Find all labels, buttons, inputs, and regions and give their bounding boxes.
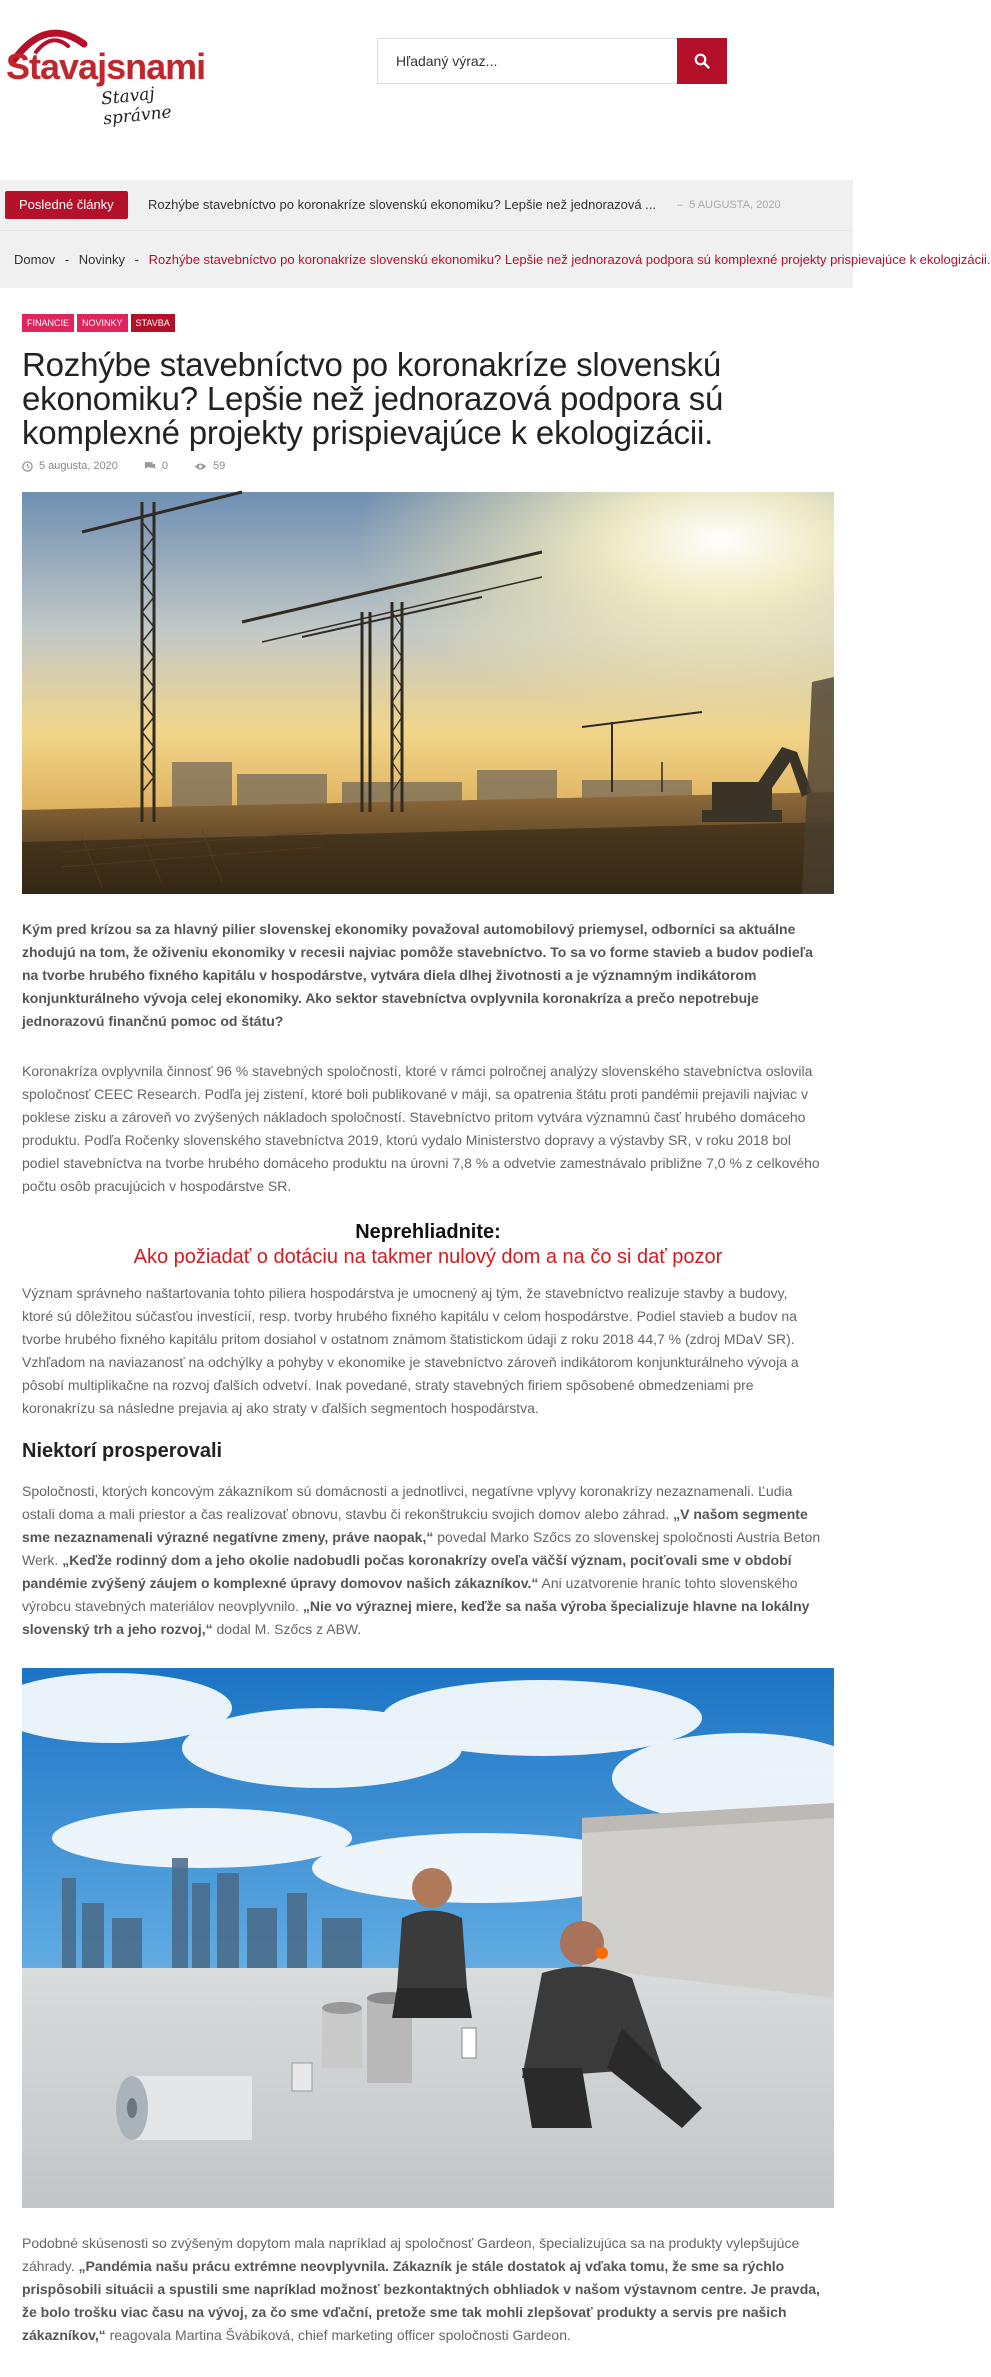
search-button[interactable] bbox=[677, 38, 727, 84]
search-form bbox=[377, 38, 727, 84]
related-article-promo bbox=[22, 1220, 834, 1270]
breadcrumb bbox=[0, 230, 991, 288]
category-tag-financie[interactable]: FINANCIE bbox=[22, 314, 74, 332]
breadcrumb-separator: - bbox=[134, 252, 139, 267]
site-header bbox=[0, 0, 853, 180]
comments-count[interactable]: 0 bbox=[161, 460, 169, 472]
category-tag-novinky[interactable]: NOVINKY bbox=[77, 314, 128, 332]
breadcrumb-news-link[interactable]: Novinky bbox=[78, 252, 126, 267]
breadcrumb-current: Rozhýbe stavebníctvo po koronakríze slovenskú ekonomiku? Lepšie než jednorazová podpora sú komplexné projekty prispievajúce k ekologizácii. bbox=[148, 252, 991, 267]
article-meta bbox=[22, 460, 225, 472]
breadcrumb-separator: - bbox=[64, 252, 70, 267]
ticker-label: Posledné články bbox=[5, 191, 128, 219]
promo-heading: Neprehliadnite: bbox=[355, 1221, 501, 1243]
eye-icon bbox=[194, 462, 207, 471]
ticker-date: – 5 AUGUSTA, 2020 bbox=[677, 199, 781, 211]
logo-text: Stavajsnami bbox=[6, 46, 206, 87]
latest-articles-ticker bbox=[0, 180, 853, 230]
breadcrumb-home-link[interactable]: Domov bbox=[14, 252, 56, 267]
article-title: Rozhýbe stavebníctvo po koronakríze slovenskú ekonomiku? Lepšie než jednorazová podpora sú komplexné projekty prispievajúce k ekologizácii. bbox=[22, 346, 724, 451]
search-input[interactable] bbox=[377, 38, 677, 84]
views-count: 59 bbox=[213, 460, 226, 472]
promo-article-link[interactable]: Ako požiadať o dotáciu na takmer nulový dom a na čo si dať pozor bbox=[133, 1246, 723, 1268]
clock-icon bbox=[22, 461, 33, 472]
article-paragraph-4: Podobné skúsenosti so zvýšeným dopytom mala napríklad aj spoločnosť Gardeon, špecializujúca sa na produkty vylepšujúce záhrady. „Pandémia našu prácu extrémne neovplyvnila. Zákazník je stále dostatok aj vďaka tomu, že sme sa rýchlo prispôsobili situácii a spustili sme napríklad možnosť bezkontaktných obhliadok v našom výstavnom centre. Je pravda, že bolo trošku viac času na vývoj, za čo sme vďační, pretože sme tak mohli zlepšovať produkty a servis pre našich zákazníkov,“ reagovala Martina Švábiková, chief marketing officer spoločnosti Gardeon. bbox=[22, 2235, 820, 2343]
article-paragraph-2: Význam správneho naštartovania tohto piliera hospodárstva je umocnený aj tým, že stavebníctvo realizuje stavby a budovy, ktoré sú dôležitou súčasťou investícií, resp. tvorby hrubého fixného kapitálu v celom hospodárstve. Podiel stavieb a budov na tvorbe hrubého fixného kapitálu pritom dosiahol v ostatnom známom štatistickom údaji z roku 2018 44,7 % (zdroj MDaV SR). Vzhľadom na naviazanosť na odchýlky a pohyby v ekonomike je stavebníctvo zároveň indikátorom konjunkturálneho vývoja a pôsobí multiplikačne na rozvoj ďalších odvetví. Inak povedané, straty stavebných firiem spôsobené obmedzeniami pre koronakrízu sa následne prejavia aj ako straty v ďalších segmentoch hospodárstva. bbox=[22, 1285, 799, 1416]
ticker-date-text: 5 AUGUSTA, 2020 bbox=[689, 199, 781, 211]
ticker-headline-link[interactable]: Rozhýbe stavebníctvo po koronakríze slovenskú ekonomiku? Lepšie než jednorazová ... bbox=[148, 197, 657, 212]
article-lead: Kým pred krízou sa za hlavný pilier slovenskej ekonomiky považoval automobilový priemysel, odborníci sa aktuálne zhodujú na tom, že oživeniu ekonomiky v recesii najviac pomôže stavebníctvo. To sa vo forme stavieb a budov podieľa na tvorbe hrubého fixného kapitálu v hospodárstve, vytvára diela dlhej životnosti a je významným indikátorom konjunkturálneho vývoja celej ekonomiky. Ako sektor stavebníctva ovplyvnila koronakríza a prečo nepotrebuje jednorazovú finančnú pomoc od štátu? bbox=[22, 921, 813, 1029]
article-paragraph-1: Koronakríza ovplyvnila činnosť 96 % stavebných spoločností, ktoré v rámci polročnej analýzy slovenského stavebníctva oslovila spoločnosť CEEC Research. Podľa jej zistení, ktoré boli publikované v máji, sa opatrenia štátu proti pandémii prejavili najviac v poklese zisku a zároveň vo zvýšených nákladoch spoločností. Stavebníctvo pritom vytvára významnú časť hrubého domáceho produktu. Podľa Ročenky slovenského stavebníctva 2019, ktorú vydalo Ministerstvo dopravy a výstavby SR, v roku 2018 bol podiel stavebníctva na tvorbe hrubého domáceho produktu na úrovni 7,8 % a odvetvie zamestnávalo približne 7,0 % z celkového počtu osôb pracujúcich v hospodárstve SR. bbox=[22, 1063, 820, 1194]
article-paragraph-3: Spoločnosti, ktorých koncovým zákazníkom sú domácnosti a jednotlivci, negatívne vplyvy koronakrízy nezaznamenali. Ľudia ostali doma a mali priestor a čas realizovať obnovu, stavbu či rekonštrukciu svojich domov alebo záhrad. „V našom segmente sme nezaznamenali výrazné negatívne zmeny, práve naopak,“ povedal Marko Szőcs zo slovenskej spoločnosti Austria Beton Werk. „Keďže rodinný dom a jeho okolie nadobudli počas koronakrízy oveľa väčší význam, pociťovali sme v období pandémie zvýšený záujem o komplexné úpravy domovov našich zákazníkov.“ Ani uzatvorenie hraníc tohto slovenského výrobcu stavebných materiálov neovplyvnilo. „Nie vo výraznej miere, keďže sa naša výroba špecializuje hlavne na lokálny slovenský trh a jeho rozvoj,“ dodal M. Szőcs z ABW. bbox=[22, 1483, 821, 1637]
category-tags bbox=[22, 314, 175, 332]
category-tag-stavba[interactable]: STAVBA bbox=[131, 314, 175, 332]
search-icon bbox=[694, 53, 710, 69]
article-subheading: Niektorí prosperovali bbox=[22, 1440, 223, 1462]
site-logo[interactable] bbox=[6, 22, 206, 130]
article-date: 5 augusta, 2020 bbox=[39, 460, 118, 472]
comments-icon bbox=[144, 461, 156, 471]
article-image-roof-workers bbox=[22, 1668, 834, 2208]
logo-tagline: Stavaj správne bbox=[100, 83, 173, 130]
hero-image-construction-site bbox=[22, 492, 834, 894]
